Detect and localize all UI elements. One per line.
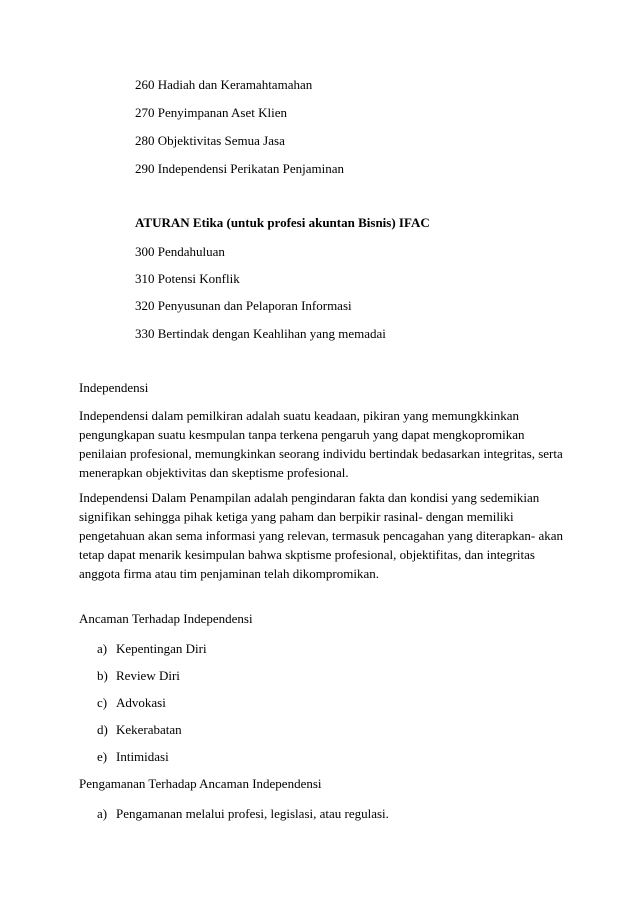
independence-heading: Independensi (79, 380, 149, 395)
list-item-text: Advokasi (116, 695, 166, 710)
paragraph-line: Independensi dalam pemilkiran adalah suatu keadaan, pikiran yang memungkkinkan (79, 408, 520, 423)
paragraph-line: pengungkapan suatu kesmpulan tanpa terkena pengaruh yang dapat mengkopromikan (79, 427, 525, 442)
list-item (97, 805, 389, 823)
toc-item-260: 260 Hadiah dan Keramahtamahan (135, 77, 313, 92)
list-item-text: Kepentingan Diri (116, 641, 207, 656)
list-marker: d) (97, 722, 108, 737)
list-item-text: Intimidasi (116, 749, 169, 764)
list-item (97, 640, 207, 658)
safeguards-heading: Pengamanan Terhadap Ancaman Independensi (79, 776, 322, 791)
toc-item-310: 310 Potensi Konflik (135, 271, 240, 286)
paragraph-line: pengetahuan akan sema informasi yang relevan, termasuk pencagahan yang diterapkan- akan (79, 528, 564, 543)
list-marker: a) (97, 641, 108, 656)
threats-heading: Ancaman Terhadap Independensi (79, 611, 253, 626)
list-item (97, 721, 182, 739)
list-marker: a) (97, 806, 108, 821)
toc-item-330: 330 Bertindak dengan Keahlihan yang memadai (135, 326, 386, 341)
list-item-text: Kekerabatan (116, 722, 182, 737)
list-marker: e) (97, 749, 108, 764)
toc-item-290: 290 Independensi Perikatan Penjaminan (135, 161, 345, 176)
list-item (97, 748, 169, 766)
paragraph-line: Independensi Dalam Penampilan adalah pengindaran fakta dan kondisi yang sedemikian (79, 490, 540, 505)
paragraph-line: tetap dapat menarik kesimpulan bahwa skptisme profesional, objektifitas, dan integritas (79, 547, 535, 562)
list-marker: c) (97, 695, 108, 710)
list-marker: b) (97, 668, 108, 683)
paragraph-line: anggota firma atau tim penjaminan telah dikompromikan. (79, 566, 379, 581)
list-item-text: Pengamanan melalui profesi, legislasi, atau regulasi. (116, 806, 389, 821)
paragraph-line: signifikan sehingga pihak ketiga yang paham dan berpikir rasinal- dengan memiliki (79, 509, 514, 524)
list-item-text: Review Diri (116, 668, 180, 683)
paragraph-line: penilaian profesional, memungkinkan seorang individu bertindak bedasarkan integritas, serta (79, 446, 563, 461)
list-item (97, 667, 180, 685)
toc-item-300: 300 Pendahuluan (135, 244, 225, 259)
independence-paragraph-2 (79, 488, 569, 583)
toc-item-280: 280 Objektivitas Semua Jasa (135, 133, 285, 148)
toc-business-heading: ATURAN Etika (untuk profesi akuntan Bisnis) IFAC (135, 215, 430, 230)
independence-paragraph-1 (79, 406, 569, 482)
toc-item-320: 320 Penyusunan dan Pelaporan Informasi (135, 298, 352, 313)
toc-item-270: 270 Penyimpanan Aset Klien (135, 105, 288, 120)
paragraph-line: menerapkan objektivitas dan skeptisme profesional. (79, 465, 349, 480)
list-item (97, 694, 166, 712)
